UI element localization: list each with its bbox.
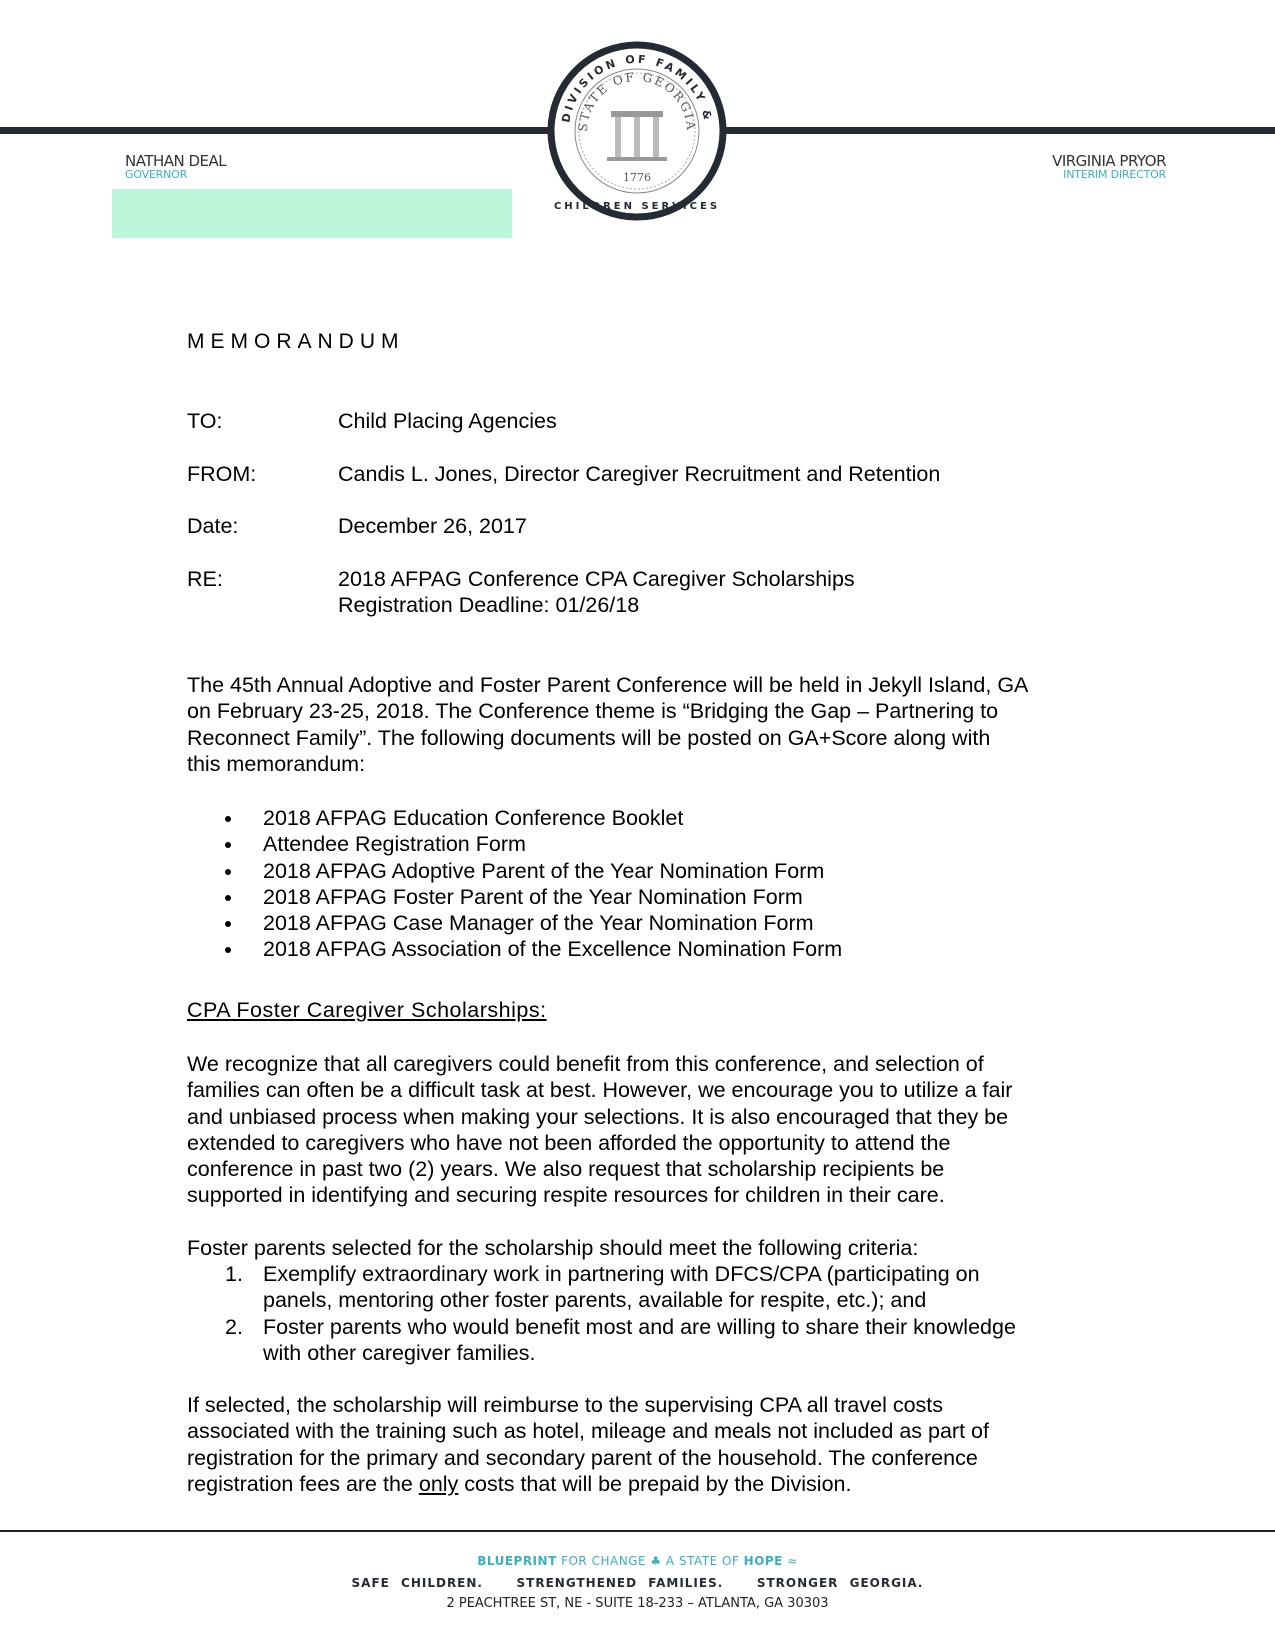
bullet-icon <box>225 816 231 822</box>
governor-block <box>125 153 226 181</box>
memo-title: MEMORANDUM <box>187 330 405 353</box>
text-line: families can often be a difficult task at best. However, we encourage you to utilize a fair <box>187 1078 1013 1103</box>
list-item-text: 2018 AFPAG Foster Parent of the Year Nomination Form <box>263 884 803 909</box>
text-line: on February 23-25, 2018. The Conference theme is “Bridging the Gap – Partnering to <box>187 699 999 724</box>
section-heading: CPA Foster Caregiver Scholarships: <box>187 998 547 1022</box>
text-span: costs that will be prepaid by the Division. <box>458 1471 852 1496</box>
text-line: and unbiased process when making your selections. It is also encouraged that they be <box>187 1104 1009 1129</box>
text-line <box>187 1471 1097 1497</box>
list-item-text: 2018 AFPAG Association of the Excellence Nomination Form <box>263 937 843 962</box>
bullet-icon <box>225 921 231 927</box>
georgia-dfcs-seal-logo <box>547 41 727 221</box>
list-item <box>187 910 842 936</box>
text-line: panels, mentoring other foster parents, available for respite, etc.); and <box>263 1288 927 1313</box>
text-span: registration fees are the <box>187 1471 419 1496</box>
tagline-text: FOR CHANGE ♣ A STATE OF <box>556 1554 744 1568</box>
text-line: Exemplify extraordinary work in partnering with DFCS/CPA (participating on <box>263 1262 980 1286</box>
text-line: If selected, the scholarship will reimburse to the supervising CPA all travel costs <box>187 1393 944 1417</box>
intro-paragraph <box>187 672 1097 777</box>
from-value: Candis L. Jones, Director Caregiver Recruitment and Retention <box>338 462 941 486</box>
document-list <box>187 805 842 963</box>
tagline-bold: BLUEPRINT <box>477 1554 557 1568</box>
footer-divider <box>0 1530 1275 1532</box>
bullet-icon <box>225 869 231 875</box>
criteria-list <box>187 1261 1087 1366</box>
list-item <box>187 805 842 831</box>
list-item <box>187 884 842 910</box>
re-deadline: Registration Deadline: 01/26/18 <box>338 593 640 618</box>
text-line: registration for the primary and secondary parent of the household. The conference <box>187 1445 978 1470</box>
list-item <box>187 1261 1087 1314</box>
list-number: 2. <box>225 1314 243 1339</box>
text-line: extended to caregivers who have not been afforded the opportunity to attend the <box>187 1130 951 1155</box>
list-item <box>187 858 842 884</box>
bullet-icon <box>225 842 231 848</box>
director-name: VIRGINIA PRYOR <box>1052 152 1166 170</box>
reimbursement-paragraph <box>187 1392 1097 1497</box>
bullet-icon <box>225 895 231 901</box>
svg-text:1776: 1776 <box>623 171 651 184</box>
emphasis-text: only <box>418 1471 459 1496</box>
text-line: Foster parents who would benefit most and are willing to share their knowledge <box>263 1314 1016 1339</box>
director-block <box>1052 153 1166 181</box>
svg-text:CHILDREN SERVICES: CHILDREN SERVICES <box>553 201 721 212</box>
text-line: We recognize that all caregivers could benefit from this conference, and selection of <box>187 1052 984 1076</box>
re-label: RE: <box>187 567 223 591</box>
bullet-icon <box>225 947 231 953</box>
list-item <box>187 1314 1087 1367</box>
text-line: associated with the training such as hotel, mileage and meals not included as part of <box>187 1419 989 1444</box>
footer-slogan: SAFE CHILDREN. STRENGTHENED FAMILIES. STRONGER GEORGIA. <box>351 1576 924 1590</box>
list-item-text: 2018 AFPAG Education Conference Booklet <box>263 806 684 830</box>
re-value <box>338 566 855 619</box>
list-number: 1. <box>225 1262 243 1286</box>
text-line: Reconnect Family”. The following documents will be posted on GA+Score along with <box>187 725 991 750</box>
governor-name: NATHAN DEAL <box>125 152 227 170</box>
text-line: The 45th Annual Adoptive and Foster Parent Conference will be held in Jekyll Island, GA <box>187 673 1029 697</box>
director-role: INTERIM DIRECTOR <box>1063 168 1166 181</box>
re-subject: 2018 AFPAG Conference CPA Caregiver Scholarships <box>338 567 855 591</box>
text-line: this memorandum: <box>187 751 366 776</box>
list-item-text: 2018 AFPAG Adoptive Parent of the Year Nomination Form <box>263 858 825 883</box>
text-line: with other caregiver families. <box>263 1340 536 1365</box>
governor-role: GOVERNOR <box>125 168 188 181</box>
footer-address: 2 PEACHTREE ST, NE - SUITE 18-233 – ATLANTA, GA 30303 <box>446 1596 829 1611</box>
text-line: supported in identifying and securing respite resources for children in their care. <box>187 1183 945 1208</box>
date-label: Date: <box>187 514 239 538</box>
list-item-text: Attendee Registration Form <box>263 832 526 857</box>
date-value: December 26, 2017 <box>338 514 527 538</box>
list-item-text: 2018 AFPAG Case Manager of the Year Nomination Form <box>263 911 814 936</box>
text-line: conference in past two (2) years. We also request that scholarship recipients be <box>187 1157 945 1182</box>
tagline-bold: HOPE <box>743 1554 783 1568</box>
criteria-intro: Foster parents selected for the scholarship should meet the following criteria: <box>187 1236 919 1260</box>
list-item <box>187 831 842 857</box>
to-value: Child Placing Agencies <box>338 409 557 433</box>
from-label: FROM: <box>187 462 257 486</box>
to-label: TO: <box>187 409 223 433</box>
list-item <box>187 936 842 962</box>
svg-text:STATE OF GEORGIA: STATE OF GEORGIA <box>575 69 699 133</box>
flag-icon: ≈ <box>782 1554 798 1568</box>
footer-tagline <box>0 1554 1275 1568</box>
highlight-box <box>112 189 512 238</box>
svg-text:DIVISION OF FAMILY &: DIVISION OF FAMILY & <box>559 52 715 124</box>
recognize-paragraph <box>187 1051 1097 1209</box>
